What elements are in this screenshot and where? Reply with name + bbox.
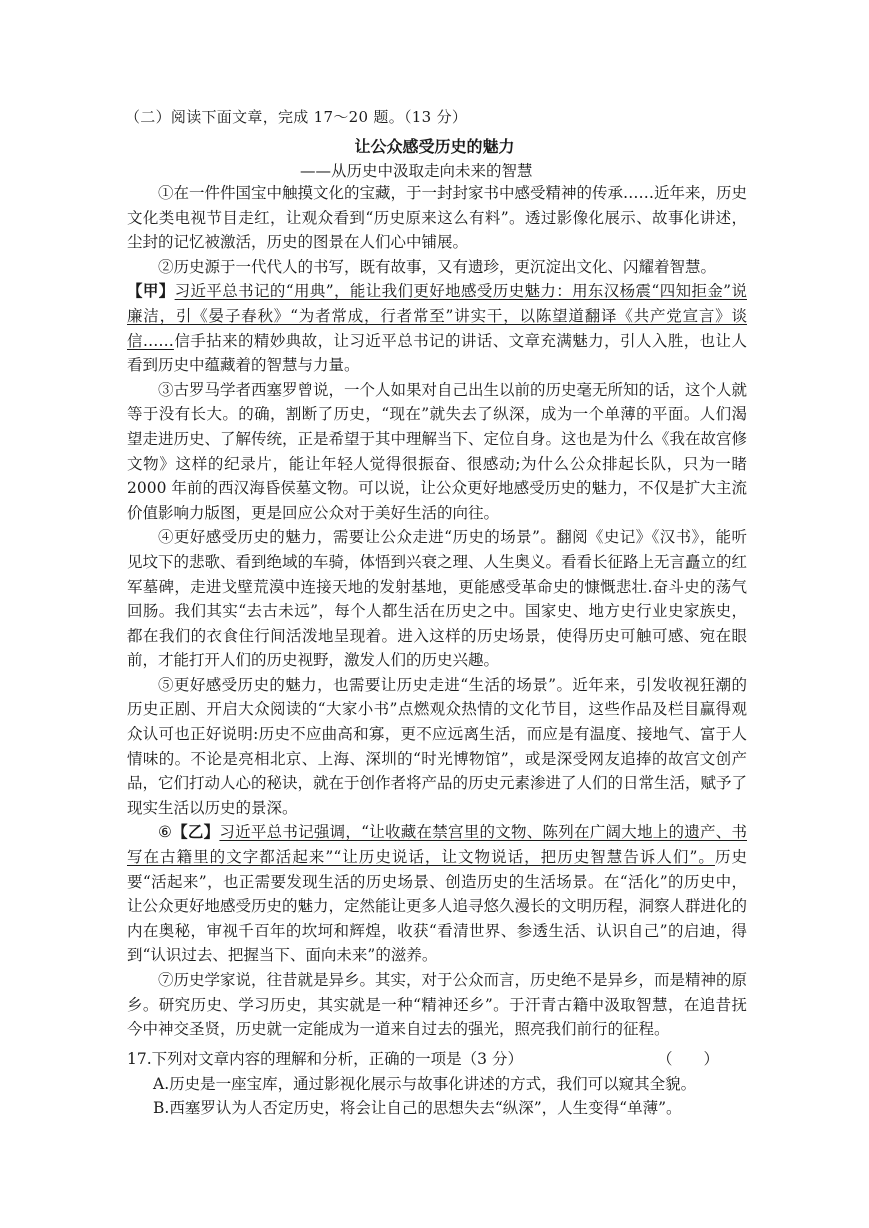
question-stem-text: 17.下列对文章内容的理解和分析，正确的一项是（3 分） [127, 1050, 523, 1068]
article-subtitle: ——从历史中汲取走向未来的智慧 [300, 162, 533, 180]
underlined-passage-jia: 习近平总书记的“用典”，能让我们更好地感受历史魅力：用东汉杨震“四知拒金”说廉洁，引《晏子春秋》“为者常成，行者常至”讲实干，以陈望道翻译《共产党宣言》谈信…… [127, 282, 747, 350]
marker-jia: 【甲】 [127, 281, 175, 301]
paragraph-5: ⑤更好感受历史的魅力，也需要让历史走进“生活的场景”。近年来，引发收视狂潮的历史正剧、开启大众阅读的“大家小书”点燃观众热情的文化节目，这些作品及栏目赢得观众认可也正好说明:历史不应曲高和寡，更不应远离生活，而应是有温度、接地气、富于人情味的。不论是亮相北京、上海、深圳的“时光博物馆”，或是深受网友追捧的故宫文创产品，它们打动人心的秘诀，就在于创作者将产品的历史元素渗进了人们的日常生活，赋予了现实生活以历史的景深。 [127, 675, 748, 817]
paragraph-2-quote [127, 279, 747, 377]
paragraph-2-rest: 信手拈来的精妙典故，让习近平总书记的讲话、文章充满魅力，引人入胜，也让人看到历史中蕴藏着的智慧与力量。 [127, 331, 747, 375]
question-stem [127, 1047, 747, 1072]
paragraph-4: ④更好感受历史的魅力，需要让公众走进“历史的场景”。翻阅《史记》《汉书》，能听见坟下的悲歌、看到绝域的车骑，体悟到兴衰之理、人生奥义。看看长征路上无言矗立的红军墓碑，走进戈壁荒漠中连接天地的发射基地，更能感受革命史的慷慨悲壮.奋斗史的荡气回肠。我们其实“去古未远”，每个人都生活在历史之中。国家史、地方史行业史家族史，都在我们的衣食住行间活泼地呈现着。进入这样的历史场景，使得历史可触可感、宛在眼前，才能打开人们的历史视野，激发人们的历史兴趣。 [127, 528, 748, 670]
paragraph-1: ①在一件件国宝中触摸文化的宝藏，于一封封家书中感受精神的传承……近年来，历史文化类电视节目走红，让观众看到“历史原来这么有料”。透过影像化展示、故事化讲述，尘封的记忆被激活，历史的图景在人们心中铺展。 [127, 184, 748, 252]
paragraph-3: ③古罗马学者西塞罗曾说，一个人如果对自己出生以前的历史毫无所知的话，这个人就等于没有长大。的确，割断了历史，“现在”就失去了纵深，成为一个单薄的平面。人们渴望走进历史、了解传统，正是希望于其中理解当下、定位自身。这也是为什么《我在故宫修文物》这样的纪录片，能让年轻人觉得很振奋、很感动;为什么公众排起长队，只为一睹 2000 年前的西汉海昏侯墓文物。可以说，让公众更好地感受历史的魅力，不仅是扩大主流价值影响力版图，更是回应公众对于美好生活的向往。 [127, 380, 748, 522]
section-header: （二）阅读下面文章，完成 17～20 题。（13 分） [125, 108, 468, 126]
question-17 [127, 1047, 747, 1121]
underlined-passage-yi: 习近平总书记强调，“让收藏在禁宫里的文物、陈列在广阔大地上的遗产、书写在古籍里的文字都活起来”“让历史说话，让文物说话，把历史智慧告诉人们”。 [127, 823, 747, 867]
paragraph-6 [127, 820, 747, 968]
paragraph-6-rest: 历史要“活起来”，也正需要发现生活的历史场景、创造历史的生活场景。在“活化”的历史中，让公众更好地感受历史的魅力，定然能让更多人追寻悠久漫长的文明历程，洞察人群进化的内在奥秘，审视千百年的坎坷和辉煌，收获“看清世界、参透生活、认识自己”的启迪，得到“认识过去、把握当下、面向未来”的滋养。 [127, 848, 748, 965]
marker-yi: 【乙】 [172, 822, 220, 842]
article-title: 让公众感受历史的魅力 [354, 137, 515, 156]
paragraph-6-number: ⑥ [158, 823, 173, 842]
answer-blank: （ ） [657, 1050, 720, 1068]
option-b: B.西塞罗认为人否定历史，将会让自己的思想失去“纵深”，人生变得“单薄”。 [153, 1099, 682, 1118]
option-a: A.历史是一座宝库，通过影视化展示与故事化讲述的方式，我们可以窥其全貌。 [153, 1074, 697, 1093]
article-body [127, 181, 747, 1042]
paragraph-7: ⑦历史学家说，往昔就是异乡。其实，对于公众而言，历史绝不是异乡，而是精神的原乡。研究历史、学习历史，其实就是一种“精神还乡”。于汗青古籍中汲取智慧，在追昔抚今中神交圣贤，历史就一定能成为一道来自过去的强光，照亮我们前行的征程。 [127, 971, 748, 1039]
paragraph-2: ②历史源于一代代人的书写，既有故事，又有遗珍，更沉淀出文化、闪耀着智慧。 [158, 257, 717, 276]
